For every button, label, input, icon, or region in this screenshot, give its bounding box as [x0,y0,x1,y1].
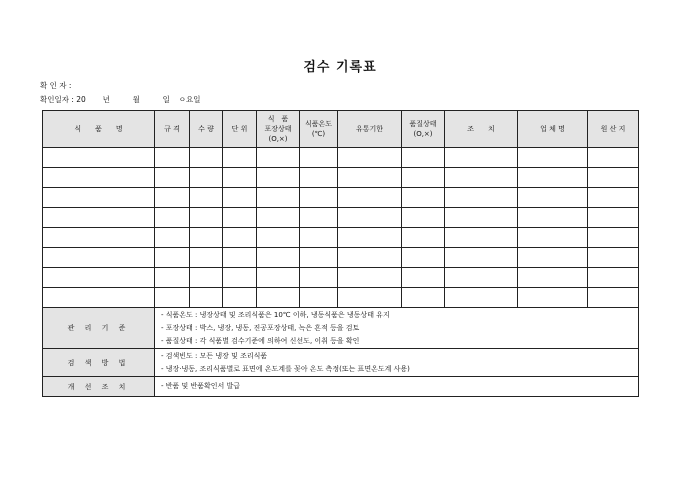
entry-cell[interactable] [43,208,155,228]
entry-cell[interactable] [190,288,223,308]
column-header [257,111,300,148]
entry-cell[interactable] [300,148,338,168]
entry-cell[interactable] [445,148,518,168]
table-row [43,228,639,248]
entry-cell[interactable] [223,168,257,188]
entry-cell[interactable] [518,228,588,248]
entry-cell[interactable] [338,148,402,168]
entry-cell[interactable] [338,288,402,308]
checker-line [40,80,71,91]
entry-cell[interactable] [190,208,223,228]
column-header-text: 원 산 지 [600,125,626,133]
table-row [43,208,639,228]
entry-cell[interactable] [445,268,518,288]
entry-cell[interactable] [223,148,257,168]
criteria-line: - 포장상태 : 박스, 냉장, 냉동, 진공포장상태, 녹은 흔적 등을 검토 [161,323,360,332]
entry-cell[interactable] [300,168,338,188]
criteria-row [43,349,639,377]
checker-label: 확 인 자 : [40,81,72,90]
entry-cell[interactable] [518,188,588,208]
entry-cell[interactable] [190,248,223,268]
column-header-text: 식 품 [267,115,289,123]
entry-cell[interactable] [257,148,300,168]
criteria-label: 개 선 조 치 [43,377,155,397]
entry-cell[interactable] [43,148,155,168]
entry-cell[interactable] [588,268,639,288]
entry-cell[interactable] [257,208,300,228]
entry-cell[interactable] [257,248,300,268]
entry-cell[interactable] [223,188,257,208]
criteria-description [155,377,639,397]
table-row [43,168,639,188]
entry-cell[interactable] [190,148,223,168]
table-row [43,288,639,308]
column-header [300,111,338,148]
inspection-table [42,110,639,397]
entry-cell[interactable] [402,168,445,188]
entry-cell[interactable] [588,208,639,228]
entry-cell[interactable] [155,228,190,248]
column-header-text: 포장상태 [264,125,292,133]
column-header [43,111,155,148]
entry-cell[interactable] [402,268,445,288]
date-label: 확인일자 : 20 [40,95,86,104]
entry-cell[interactable] [445,248,518,268]
entry-cell[interactable] [402,188,445,208]
entry-cell[interactable] [155,168,190,188]
entry-cell[interactable] [588,188,639,208]
entry-cell[interactable] [300,268,338,288]
entry-cell[interactable] [257,168,300,188]
criteria-label: 관 리 기 준 [43,308,155,349]
column-header [588,111,639,148]
entry-cell[interactable] [257,288,300,308]
criteria-line: - 품질상태 : 각 식품별 검수기준에 의하여 신선도, 이취 등을 확인 [161,336,360,345]
column-header [445,111,518,148]
entry-cell[interactable] [518,268,588,288]
column-header-text: 규 격 [164,125,180,133]
entry-cell[interactable] [190,168,223,188]
criteria-label: 검 색 방 법 [43,349,155,377]
entry-cell[interactable] [445,188,518,208]
entry-cell[interactable] [518,248,588,268]
criteria-description [155,308,639,349]
entry-cell[interactable] [300,228,338,248]
entry-cell[interactable] [155,248,190,268]
entry-cell[interactable] [402,208,445,228]
column-header [338,111,402,148]
entry-cell[interactable] [223,228,257,248]
table-row [43,248,639,268]
column-header-text: (O,×) [268,135,288,143]
entry-cell[interactable] [588,228,639,248]
entry-cell[interactable] [300,288,338,308]
entry-cell[interactable] [43,248,155,268]
entry-cell[interactable] [518,208,588,228]
entry-cell[interactable] [190,188,223,208]
entry-cell[interactable] [43,268,155,288]
entry-cell[interactable] [338,208,402,228]
column-header-text: 조 치 [467,125,495,133]
year-label: 년 [102,95,110,104]
entry-cell[interactable] [223,208,257,228]
entry-cell[interactable] [257,268,300,288]
column-header [518,111,588,148]
entry-cell[interactable] [338,248,402,268]
column-header-text: 식품온도 [304,120,333,128]
entry-cell[interactable] [588,288,639,308]
column-header-text: 유통기한 [355,125,384,133]
entry-cell[interactable] [338,268,402,288]
criteria-line: - 반품 및 반품확인서 발급 [161,382,241,390]
entry-cell[interactable] [445,228,518,248]
entry-cell[interactable] [190,228,223,248]
entry-cell[interactable] [190,268,223,288]
entry-cell[interactable] [445,288,518,308]
criteria-line: - 식품온도 : 냉장상태 및 조리식품은 10℃ 이하, 냉동식품은 냉동상태 유지 [161,310,390,319]
entry-cell[interactable] [257,228,300,248]
column-header [190,111,223,148]
entry-cell[interactable] [257,188,300,208]
entry-cell[interactable] [223,268,257,288]
criteria-row [43,377,639,397]
column-header-text: 수 량 [198,125,214,133]
entry-cell[interactable] [223,248,257,268]
entry-cell[interactable] [518,168,588,188]
entry-cell[interactable] [43,188,155,208]
column-header-text: 식 품 명 [74,125,123,133]
entry-cell[interactable] [300,208,338,228]
entry-cell[interactable] [518,288,588,308]
entry-cell[interactable] [43,228,155,248]
entry-cell[interactable] [518,148,588,168]
entry-cell[interactable] [155,188,190,208]
table-row [43,188,639,208]
entry-cell[interactable] [445,168,518,188]
entry-cell[interactable] [155,288,190,308]
weekday-label: ㅇ요일 [178,95,201,104]
month-label: 월 [132,95,140,104]
table-row [43,268,639,288]
entry-cell[interactable] [43,288,155,308]
entry-cell[interactable] [588,248,639,268]
day-label: 일 [162,95,170,104]
entry-cell[interactable] [338,228,402,248]
header-row [43,111,639,148]
column-header-text: 품질상태 [409,120,437,128]
entry-cell[interactable] [155,208,190,228]
column-header-text: (O,×) [413,130,433,138]
criteria-row [43,308,639,349]
entry-cell[interactable] [223,288,257,308]
column-header-text: 단 위 [231,125,248,133]
criteria-line: - 냉장·냉동, 조리식품별로 표면에 온도계를 꽂아 온도 측정(또는 표면온도계 사용) [161,364,410,373]
entry-cell[interactable] [445,208,518,228]
column-header [155,111,190,148]
entry-cell[interactable] [155,268,190,288]
entry-cell[interactable] [338,188,402,208]
entry-cell[interactable] [402,288,445,308]
date-line [40,94,200,105]
entry-cell[interactable] [588,148,639,168]
column-header-text: 업 체 명 [540,125,565,133]
entry-cell[interactable] [43,168,155,188]
column-header [223,111,257,148]
entry-cell[interactable] [588,168,639,188]
column-header [402,111,445,148]
form-title: 검수 기록표 [303,60,377,75]
entry-cell[interactable] [402,148,445,168]
table-row [43,148,639,168]
entry-cell[interactable] [402,248,445,268]
entry-cell[interactable] [300,188,338,208]
entry-cell[interactable] [338,168,402,188]
entry-cell[interactable] [300,248,338,268]
criteria-line: - 검색빈도 : 모든 냉장 및 조리식품 [161,351,268,360]
column-header-text: (℃) [311,130,326,138]
entry-cell[interactable] [155,148,190,168]
entry-cell[interactable] [402,228,445,248]
criteria-description [155,349,639,377]
